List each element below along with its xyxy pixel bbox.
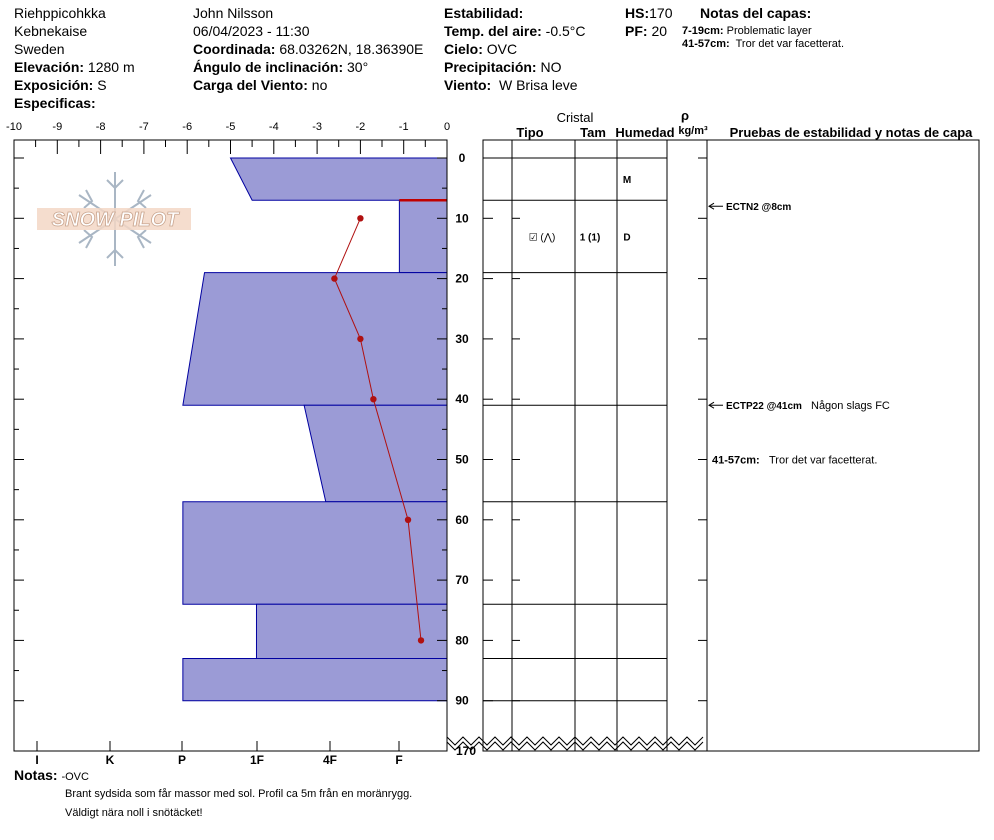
temperature-point: [370, 396, 376, 402]
area: Kebnekaise: [14, 23, 88, 39]
pf-label: PF:: [625, 23, 648, 39]
temperature-point: [405, 517, 411, 523]
temperature-point: [331, 275, 337, 281]
notes-row: [14, 767, 89, 784]
notes-line-2: Brant sydsida som får massor med sol. Profil ca 5m från en moränrygg.: [65, 788, 413, 800]
depth-tick-label: 90: [455, 693, 469, 708]
temp-tick-label: -9: [52, 121, 63, 133]
hardness-layer-shape: [183, 658, 447, 700]
sky-value: OVC: [486, 41, 518, 57]
aspect-label: Exposición:: [14, 77, 94, 93]
temp-tick-label: -6: [182, 121, 193, 133]
hardness-tick-label: K: [105, 753, 115, 767]
moisture-header: Humedad: [615, 125, 675, 140]
rho-header: ρ: [680, 108, 690, 123]
hardness-tick-label: 1F: [249, 753, 265, 767]
coord-label: Coordinada:: [193, 41, 276, 57]
tests-header: Pruebas de estabilidad y notas de capa: [729, 125, 973, 140]
depth-tick-label: 80: [455, 633, 469, 648]
aspect-value: S: [97, 77, 107, 93]
depth-bottom-label: 170: [455, 744, 477, 758]
notes-line-1: -OVC: [61, 771, 89, 783]
temp-tick-label: -7: [139, 121, 149, 133]
layer-note-text: Problematic layer: [726, 25, 812, 37]
hs-value: 170: [649, 5, 673, 21]
depth-tick-label: 20: [455, 271, 469, 286]
density-unit: kg/m³: [678, 125, 708, 137]
wind-value: W Brisa leve: [498, 77, 578, 93]
moisture-value: D: [623, 232, 631, 244]
air-temp-value: -0.5°C: [545, 23, 586, 39]
layer-note-text: Tror det var facetterat.: [769, 454, 878, 467]
hardness-tick-label: F: [395, 753, 403, 767]
location: Riehppicohkka: [14, 5, 106, 21]
temperature-point: [418, 637, 424, 643]
datetime: 06/04/2023 - 11:30: [193, 23, 310, 39]
coord-value: 68.03262N, 18.36390E: [279, 41, 424, 57]
wind-load-value: no: [311, 77, 328, 93]
slope-value: 30°: [347, 59, 369, 75]
type-header: Tipo: [516, 125, 544, 140]
depth-tick-label: 40: [455, 392, 469, 407]
layer-note-range: 41-57cm:: [712, 454, 760, 467]
hardness-layer-shape: [231, 158, 448, 200]
pf-value: 20: [651, 23, 668, 39]
specifics-label: Especificas:: [14, 95, 96, 111]
hardness-layer-shape: [183, 273, 447, 406]
wind-load-label: Carga del Viento:: [193, 77, 308, 93]
layer-table: [447, 140, 979, 751]
hardness-layer-shape: [399, 200, 447, 272]
size-header: Tam: [580, 125, 606, 140]
grain-size: 1 (1): [579, 232, 601, 244]
hardness-profile: [183, 158, 447, 701]
crystal-header: Cristal: [556, 110, 594, 125]
depth-tick-label: 70: [455, 573, 469, 588]
hardness-tick-label: 4F: [322, 753, 338, 767]
layer-note-range: 41-57cm:: [682, 38, 730, 50]
layer-note-text: Tror det var facetterat.: [735, 38, 845, 50]
elevation-label: Elevación:: [14, 59, 85, 75]
hardness-tick-label: P: [177, 753, 187, 767]
temp-tick-label: -1: [398, 121, 409, 133]
temperature-point: [357, 336, 363, 342]
grain-type: ☑ (⋀): [528, 232, 556, 244]
hardness-layer-shape: [304, 405, 447, 501]
observer: John Nilsson: [193, 5, 274, 21]
depth-tick-label: 50: [455, 452, 469, 467]
moisture-value: M: [622, 175, 632, 187]
slope-label: Ángulo de inclinación:: [193, 59, 344, 75]
country: Sweden: [14, 41, 65, 57]
air-temp-label: Temp. del aire:: [444, 23, 542, 39]
table-frame: [483, 140, 979, 751]
depth-tick-label: 30: [455, 331, 469, 346]
temp-tick-label: -10: [6, 121, 22, 133]
precip-label: Precipitación:: [444, 59, 537, 75]
elevation-value: 1280 m: [87, 59, 135, 75]
notes-label: Notas:: [14, 767, 58, 783]
depth-tick-label: 60: [455, 512, 469, 527]
snowpilot-logo: [37, 172, 191, 266]
temp-tick-label: -4: [268, 121, 279, 133]
precip-value: NO: [540, 59, 562, 75]
test-label: ECTP22 @41cm: [726, 401, 802, 413]
temperature-point: [357, 215, 363, 221]
depth-tick-label: 0: [458, 151, 466, 165]
stability-label: Estabilidad:: [444, 5, 524, 21]
notes-line-3: Väldigt nära noll i snötäcket!: [65, 807, 203, 819]
layer-note-range: 7-19cm:: [682, 25, 724, 37]
depth-tick-label: 10: [455, 211, 469, 226]
sky-label: Cielo:: [444, 41, 483, 57]
layer-notes-label: Notas del capas:: [700, 5, 812, 21]
temp-tick-label: -2: [355, 121, 366, 133]
hardness-tick-label: I: [35, 753, 39, 767]
test-label: ECTN2 @8cm: [726, 202, 792, 214]
temp-tick-label: -8: [95, 121, 106, 133]
logo-text: SNOW PILOT: [51, 209, 179, 231]
test-note: Någon slags FC: [811, 400, 890, 413]
hs-label: HS:: [625, 5, 650, 21]
temp-tick-label: 0: [443, 121, 451, 133]
temp-tick-label: -3: [312, 121, 322, 133]
temp-tick-label: -5: [225, 121, 236, 133]
wind-label: Viento:: [444, 77, 492, 93]
